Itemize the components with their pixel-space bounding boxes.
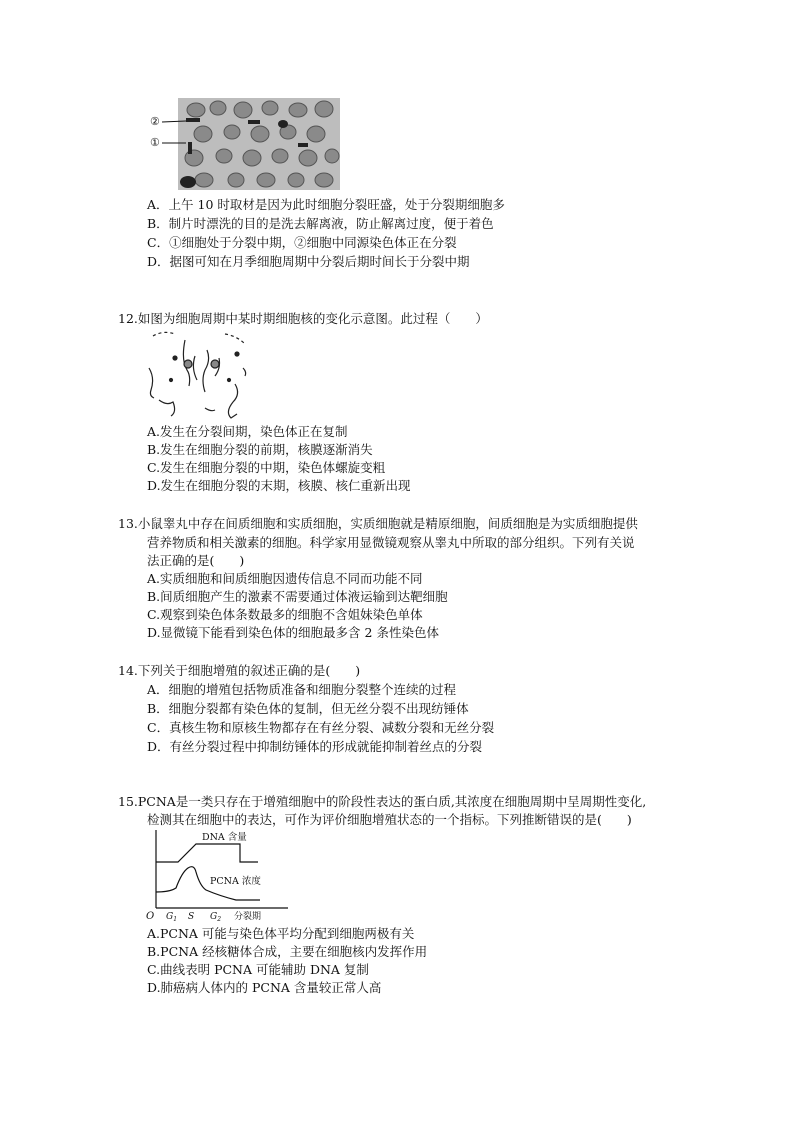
q15-chart — [140, 828, 290, 924]
q15-tick-g2-sub: 2 — [217, 916, 222, 923]
q15-pcna-label: PCNA 浓度 — [210, 876, 261, 887]
q11-option-c: C．①细胞处于分裂中期，②细胞中同源染色体正在分裂 — [147, 235, 457, 250]
q11-micrograph-figure — [148, 96, 343, 192]
q13-option-a: A.实质细胞和间质细胞因遗传信息不同而功能不同 — [147, 571, 423, 586]
q12-stem: 12.如图为细胞周期中某时期细胞核的变化示意图。此过程（ ） — [118, 311, 488, 326]
q12-option-b: B.发生在细胞分裂的前期，核膜逐渐消失 — [147, 442, 373, 457]
q15-tick-g2 — [210, 912, 221, 923]
q15-dna-curve — [156, 844, 258, 862]
q14-option-c: C．真核生物和原核生物都存在有丝分裂、减数分裂和无丝分裂 — [147, 720, 495, 735]
q12-option-a: A.发生在分裂间期，染色体正在复制 — [147, 424, 348, 439]
q14-stem: 14.下列关于细胞增殖的叙述正确的是( ) — [118, 663, 361, 678]
q15-tick-g1-sub: 1 — [173, 916, 178, 923]
q14-option-a: A．细胞的增殖包括物质准备和细胞分裂整个连续的过程 — [147, 682, 457, 697]
q11-option-b: B．制片时漂洗的目的是洗去解离液，防止解离过度，便于着色 — [147, 216, 494, 231]
q15-dna-label: DNA 含量 — [202, 832, 247, 843]
q12-nucleus-figure — [145, 328, 257, 420]
q13-option-c: C.观察到染色体条数最多的细胞不含姐妹染色单体 — [147, 607, 423, 622]
q15-option-b: B.PCNA 经核糖体合成，主要在细胞核内发挥作用 — [147, 944, 428, 959]
q15-option-c: C.曲线表明 PCNA 可能辅助 DNA 复制 — [147, 962, 369, 977]
q13-option-b: B.间质细胞产生的激素不需要通过体液运输到达靶细胞 — [147, 589, 448, 604]
q12-option-c: C.发生在细胞分裂的中期，染色体螺旋变粗 — [147, 460, 386, 475]
q13-stem-line-1: 13.小鼠睾丸中存在间质细胞和实质细胞，实质细胞就是精原细胞，间质细胞是为实质细胞提供 — [118, 516, 638, 531]
q12-option-d: D.发生在细胞分裂的末期，核膜、核仁重新出现 — [147, 478, 411, 493]
q15-tick-s: S — [188, 912, 195, 922]
q15-tick-g1-main: G — [166, 912, 174, 922]
q14-option-d: D．有丝分裂过程中抑制纺锤体的形成就能抑制着丝点的分裂 — [147, 739, 483, 754]
q15-tick-g1 — [166, 912, 177, 923]
q11-figure-label-1: ① — [150, 136, 160, 149]
q11-figure-label-2: ② — [150, 115, 160, 128]
q15-stem-line-2: 检测其在细胞中的表达，可作为评价细胞增殖状态的一个指标。下列推断错误的是( ) — [147, 812, 632, 827]
q11-option-a: A．上午 10 时取材是因为此时细胞分裂旺盛，处于分裂期细胞多 — [147, 197, 505, 212]
q13-stem-line-3: 法正确的是( ) — [147, 553, 245, 568]
q15-option-d: D.肺癌病人体内的 PCNA 含量较正常人高 — [147, 980, 382, 995]
q11-option-d: D．据图可知在月季细胞周期中分裂后期时间长于分裂中期 — [147, 254, 470, 269]
q13-option-d: D.显微镜下能看到染色体的细胞最多含 2 条性染色体 — [147, 625, 439, 640]
q15-tick-mitosis: 分裂期 — [234, 912, 262, 922]
q15-stem-line-1: 15.PCNA是一类只存在于增殖细胞中的阶段性表达的蛋白质,其浓度在细胞周期中呈周期性变化, — [118, 794, 647, 809]
q13-stem-line-2: 营养物质和相关激素的细胞。科学家用显微镜观察从睾丸中所取的部分组织。下列有关说 — [147, 535, 635, 550]
q15-tick-g2-main: G — [210, 912, 218, 922]
q15-option-a: A.PCNA 可能与染色体平均分配到细胞两极有关 — [147, 926, 415, 941]
q15-origin-label: O — [146, 911, 155, 922]
q14-option-b: B．细胞分裂都有染色体的复制，但无丝分裂不出现纺锤体 — [147, 701, 469, 716]
